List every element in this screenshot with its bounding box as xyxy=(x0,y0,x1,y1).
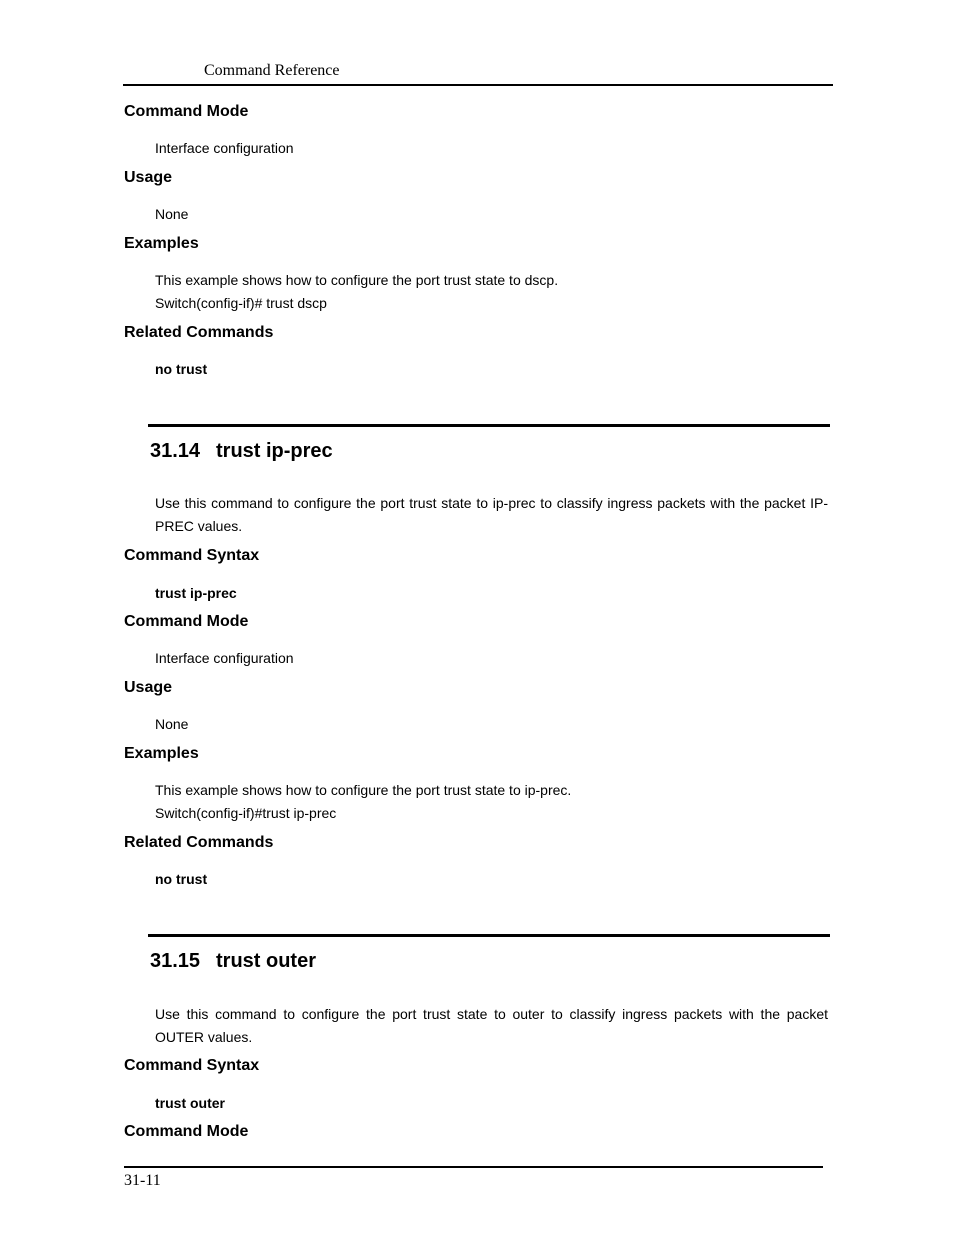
related-command: no trust xyxy=(155,361,208,377)
example-description: This example shows how to configure the port trust state to ip-prec. xyxy=(155,782,572,798)
running-header: Command Reference xyxy=(204,62,340,79)
section-number: 31.15 xyxy=(150,950,201,972)
section-title: trust outer xyxy=(216,950,316,972)
example-command: Switch(config-if)#trust ip-prec xyxy=(155,805,337,821)
section-rule xyxy=(148,934,830,937)
section-description: Use this command to configure the port trust state to ip-prec to classify ingress packets with the packet IP-PREC values. xyxy=(155,495,828,534)
usage-heading: Usage xyxy=(124,679,173,696)
command-mode-heading: Command Mode xyxy=(124,1123,249,1140)
section-rule xyxy=(148,424,830,427)
command-syntax-value: trust outer xyxy=(155,1095,225,1111)
command-syntax-heading: Command Syntax xyxy=(124,1057,260,1074)
command-mode-value: Interface configuration xyxy=(155,140,294,156)
section-description: Use this command to configure the port trust state to outer to classify ingress packets with the packet OUTER values. xyxy=(155,1006,828,1045)
example-description: This example shows how to configure the port trust state to dscp. xyxy=(155,272,559,288)
usage-value: None xyxy=(155,206,189,222)
command-syntax-heading: Command Syntax xyxy=(124,547,260,564)
usage-value: None xyxy=(155,716,189,732)
section-heading xyxy=(150,950,316,973)
section-title: trust ip-prec xyxy=(216,440,333,462)
usage-heading: Usage xyxy=(124,169,173,186)
examples-heading: Examples xyxy=(124,235,199,252)
section-number: 31.14 xyxy=(150,440,201,462)
related-command: no trust xyxy=(155,871,208,887)
footer-rule xyxy=(124,1166,823,1168)
command-mode-heading: Command Mode xyxy=(124,613,249,630)
command-mode-heading: Command Mode xyxy=(124,103,249,120)
related-commands-heading: Related Commands xyxy=(124,324,274,341)
command-mode-value: Interface configuration xyxy=(155,650,294,666)
examples-heading: Examples xyxy=(124,745,199,762)
example-command: Switch(config-if)# trust dscp xyxy=(155,295,327,311)
related-commands-heading: Related Commands xyxy=(124,834,274,851)
section-heading xyxy=(150,440,333,463)
page-number: 31-11 xyxy=(124,1172,161,1189)
command-syntax-value: trust ip-prec xyxy=(155,585,237,601)
header-rule xyxy=(123,84,833,86)
